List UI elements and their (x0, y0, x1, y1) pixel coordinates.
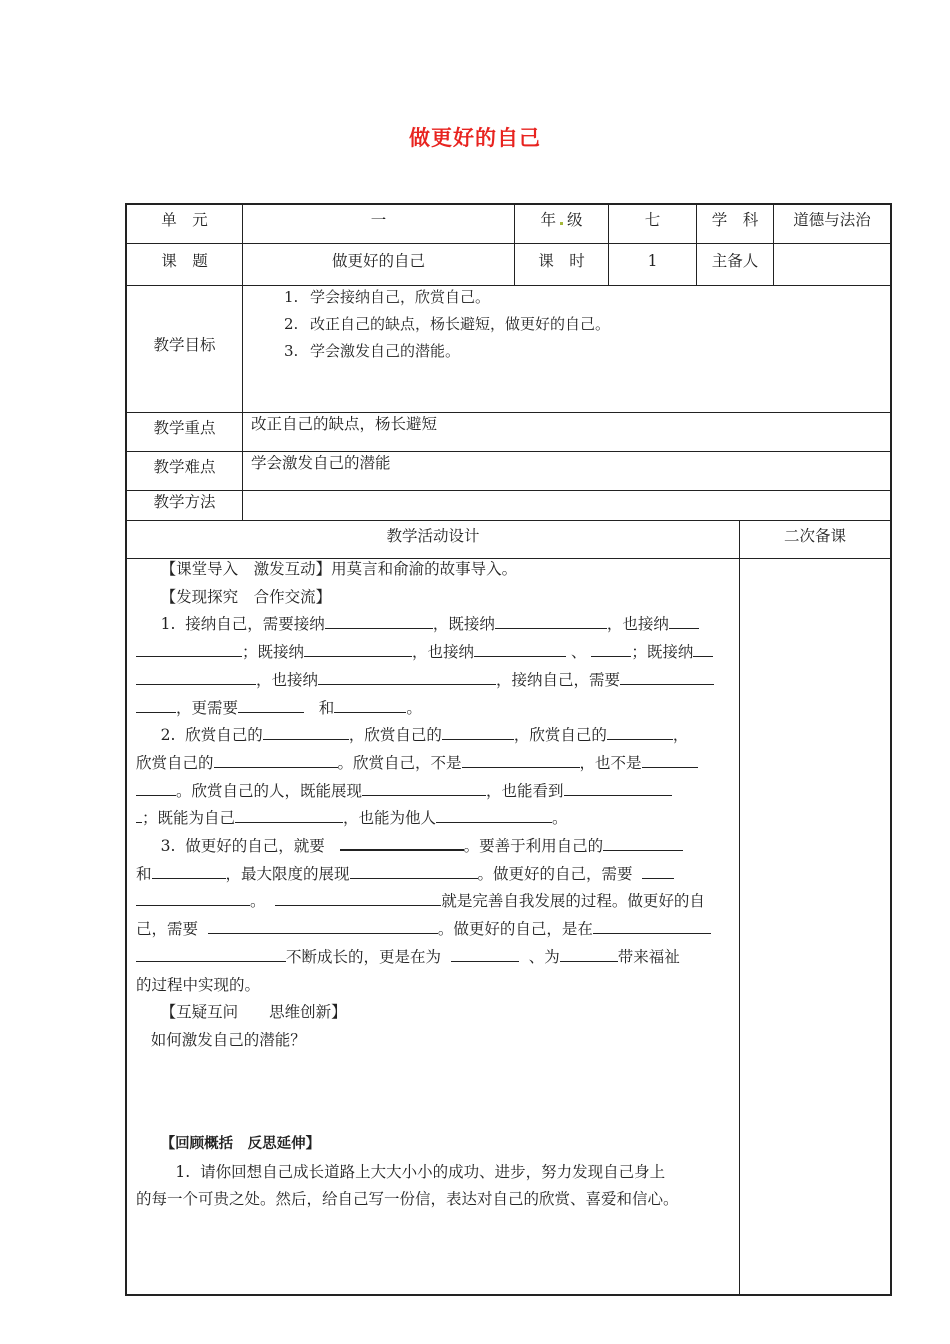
blank (325, 612, 433, 629)
preparer-label: 主备人 (711, 252, 759, 270)
table-border-left (125, 203, 127, 1296)
objectives-list (284, 284, 610, 365)
q3-line6: 的过程中实现的。 (136, 975, 261, 994)
blank (136, 945, 286, 962)
objective-item: 3. 学会激发自己的潜能。 (284, 342, 461, 360)
objective-item: 2. 改正自己的缺点，杨长避短，做更好的自己。 (284, 315, 611, 333)
blank (214, 751, 338, 768)
q2-line3: 。欣赏自己的人，既能展现 ，也能看到 (136, 778, 732, 806)
review-line2: 的每一个可贵之处。然后，给自己写一份信，表达对自己的欣赏、喜爱和信心。 (136, 1190, 679, 1209)
subject-label: 学 科 (711, 211, 759, 229)
grade-value: 七 (644, 211, 661, 229)
review-section (136, 1130, 732, 1214)
q3-line4: 己，需要 。做更好的自己，是在 (136, 916, 732, 944)
blank (593, 917, 711, 934)
blank (642, 751, 698, 768)
blank (152, 862, 226, 879)
blank (607, 723, 673, 740)
blank (136, 779, 176, 796)
review-line1: 1. 请你回想自己成长道路上大大小小的成功、进步，努力发现自己身上 (175, 1162, 666, 1181)
q2-line2: 欣赏自己的 。欣赏自己，不是 ，也不是 (136, 750, 732, 778)
blank (451, 945, 519, 962)
q3-line5: 不断成长的，更是在为 、为 带来福祉 (136, 944, 732, 972)
blank (603, 834, 683, 851)
blank (263, 723, 349, 740)
blank (136, 696, 176, 713)
blank (642, 862, 674, 879)
q2-line1: 2. 欣赏自己的 ，欣赏自己的 ，欣赏自己的 ， (136, 722, 732, 750)
q1-line1: 1. 接纳自己，需要接纳 ，既接纳 ，也接纳 (136, 611, 732, 639)
blank (275, 889, 441, 906)
section-explore-head: 【发现探究 合作交流】 (160, 587, 332, 606)
table-border-top (125, 203, 892, 205)
blank (304, 640, 412, 657)
rule-method (127, 520, 890, 521)
table-border-bottom (125, 1294, 892, 1296)
q1-line2: ；既接纳 ，也接纳 、 ；既接纳 (136, 639, 732, 667)
keypoint-value: 改正自己的缺点，杨长避短 (251, 415, 438, 433)
blank (362, 779, 486, 796)
blank (136, 668, 256, 685)
blank (560, 945, 618, 962)
activity-content (136, 556, 732, 1055)
blank (436, 806, 552, 823)
difficulty-label: 教学难点 (153, 458, 216, 476)
blank (238, 696, 304, 713)
unit-value: 一 (370, 211, 387, 229)
keypoint-label: 教学重点 (153, 419, 216, 437)
objective-item: 1. 学会接纳自己，欣赏自己。 (284, 288, 491, 306)
q2-line4: ；既能为自己 ，也能为他人 。 (136, 805, 732, 833)
blank (136, 889, 250, 906)
method-label: 教学方法 (153, 493, 216, 511)
section-review-head: 【回顾概括 反思延伸】 (160, 1136, 321, 1152)
blank (340, 833, 464, 851)
q3-line3: 。 就是完善自我发展的过程。做更好的自 (136, 888, 732, 916)
q3-line2: 和 ，最大限度的展现 。做更好的自己，需要 (136, 861, 732, 889)
blank (350, 862, 478, 879)
secondary-prep-header: 二次备课 (783, 527, 846, 545)
difficulty-value: 学会激发自己的潜能 (251, 454, 391, 472)
dot-mark (560, 222, 563, 225)
q1-line4: ，更需要 和 。 (136, 695, 732, 723)
blank (136, 640, 242, 657)
blank (442, 723, 514, 740)
grade-label-b: 级 (567, 211, 583, 229)
blank (495, 612, 607, 629)
subject-value: 道德与法治 (793, 211, 871, 229)
table-border-right (890, 203, 892, 1296)
topic-label: 课 题 (161, 252, 208, 270)
blank (318, 668, 496, 685)
grade-label (515, 210, 608, 230)
blank (334, 696, 406, 713)
section-intro: 【课堂导入 激发互动】用莫言和俞渝的故事导入。 (160, 560, 518, 578)
page-title: 做更好的自己 (409, 126, 541, 150)
blank (693, 640, 713, 657)
q1-line3: ，也接纳 ，接纳自己，需要 (136, 667, 732, 695)
blank (462, 751, 580, 768)
section-question-text: 如何激发自己的潜能？ (150, 1030, 306, 1049)
activity-design-header: 教学活动设计 (386, 527, 480, 545)
blank (235, 806, 343, 823)
grade-label-a: 年 (540, 211, 556, 229)
blank (474, 640, 566, 657)
blank (564, 779, 672, 796)
q3-line1: 3. 做更好的自己，就要 。要善于利用自己的 (136, 833, 732, 861)
blank (208, 917, 438, 934)
blank (669, 612, 699, 629)
section-question-head: 【互疑互问 思维创新】 (160, 1003, 347, 1022)
blank (620, 668, 714, 685)
period-value: 1 (647, 252, 658, 270)
blank (591, 640, 631, 657)
period-label: 课 时 (538, 252, 585, 270)
objectives-label: 教学目标 (153, 336, 216, 354)
topic-value: 做更好的自己 (331, 252, 425, 270)
unit-label: 单 元 (161, 211, 208, 229)
vrule-secondary (739, 520, 740, 1294)
